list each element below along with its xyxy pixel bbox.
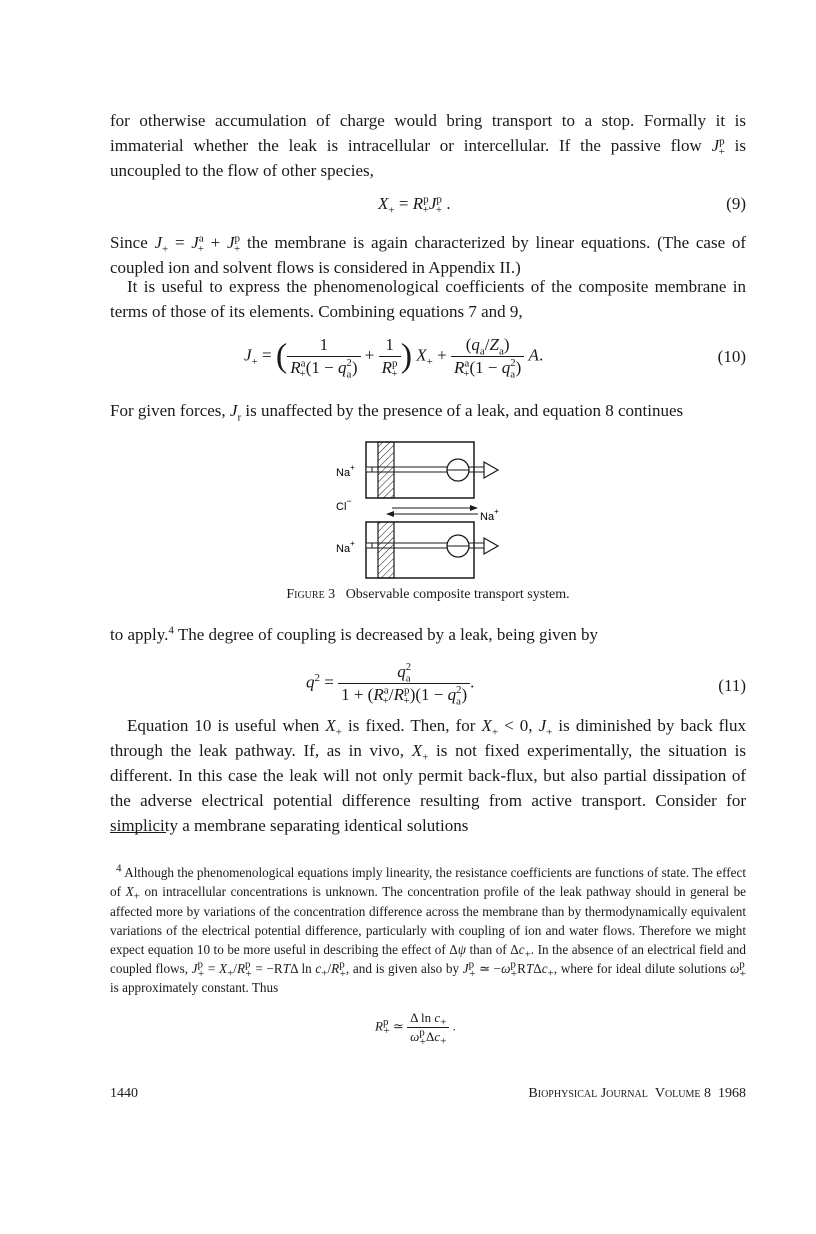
paragraph-3: It is useful to express the phenomenological coefficients of the composite membrane in terms of those of its elements. Combining equations 7 and 9, xyxy=(110,277,746,321)
footnote-mark: 4 xyxy=(116,862,122,875)
bottom-arrowhead xyxy=(484,538,498,554)
cl-arrowhead xyxy=(470,505,478,511)
top-cell-membrane xyxy=(378,442,394,498)
label-cl: Cl− xyxy=(336,496,352,513)
p5-b: The degree of coupling is decreased by a leak, being given by xyxy=(177,625,598,644)
equation-10: $J_+$ = ( $\frac{1}{R^a_+(1 - q_a^2)}$ + $\frac{1}{R^p_+}$ ) $X_+$ + $\frac{(q_a/Z_a)}{R^a_+(1 - q_a^2)}$ A. (10) xyxy=(244,335,746,381)
paragraph-1: for otherwise accumulation of charge would bring transport to a stop. Formally it is immaterial whether the leak is intracellular or intercellular. If the passive flow $J^p_+$ is uncoupled to the flow of other species, xyxy=(110,111,747,180)
fn-s4: . In the absence of an electrical field and coupled flows, xyxy=(110,942,746,977)
caption-text: Observable composite transport system. xyxy=(345,587,570,602)
equation-9-number: (9) xyxy=(726,194,746,213)
footnote-4: $^4$ Although the phenomenological equations imply linearity, the resistance coefficients are functions of state. The effect of $X_+$ on intracellular concentrations is unknown. The concentration profile of the leak pathway should in general be affected more by variations of the concentration difference across the membrane than by thermodynamically equivalent variations of the electrical potential difference, particularly with coupling of ion and water flows. Therefore we might expect equation 10 to be more useful in describing the effect of Δψ than of $\Delta c_+$. In the absence of an electrical field and coupled flows, $J^p_+ = X_+/R^p_+ = -RT\Delta$ $\ln c_+/R^p_+$, and is given also by $J^p_+$ ≃ $-\omega^p_+RT\Delta c_+$, where for ideal dilute solutions $\omega^p_+$ is approximately constant. Thus xyxy=(110,862,747,996)
label-na-top: Na+ xyxy=(336,463,355,479)
top-inlet xyxy=(366,467,372,472)
p4-a: For given forces, xyxy=(110,401,226,420)
fn-s6: , where for ideal dilute solutions xyxy=(553,961,727,977)
p6-line5: active transport. Consider for simplicity a membrane separating identical solutions xyxy=(110,791,746,835)
p2-a: Since xyxy=(110,233,148,252)
p6-c: is diminished by xyxy=(558,716,675,735)
journal-year: 1968 xyxy=(718,1086,746,1101)
footnote-rule xyxy=(110,832,166,833)
caption-label: Figure 3 xyxy=(286,587,336,602)
bottom-cell-membrane xyxy=(378,522,394,578)
paragraph-2: Since $J_+ = J^a_+ + J^p_+$ the membrane is again characterized by linear equations. (The case of coupled ion and solvent flows is considered in Appendix II.) xyxy=(110,232,746,277)
p1-line1: for otherwise accumulation of charge would bring transport to a stop. Formally xyxy=(110,111,707,130)
p4-b: is unaffected by the presence of a leak, and equation 8 continues xyxy=(245,401,684,420)
p1-line3: is uncoupled to the flow of other species, xyxy=(110,136,746,180)
fn-s3: than of xyxy=(469,942,507,957)
bottom-inlet xyxy=(366,543,372,548)
p6-a: Equation 10 is useful when xyxy=(127,716,320,735)
figure-3-diagram xyxy=(332,436,532,584)
figure-3-caption xyxy=(110,587,746,603)
page-number: 1440 xyxy=(110,1086,138,1101)
label-na-bottom: Na+ xyxy=(336,539,355,555)
fn-s2: on intracellular concentrations is unknown. The concentration profile of the leak pathway should in general be affected more by variations of the concentration difference across the membrane than by thermodynamically equivalent variations of the electrical potential difference, particularly with coupling of ion and water flows. Therefore we might expect equation 10 to be more useful in describing the effect of xyxy=(110,884,747,957)
fn-s1: Although the phenomenological equations imply linearity, the resistance coefficients are functions of state. The effect of xyxy=(110,865,746,900)
p6-line3: the situation is different. In this case the leak will not only permit back-flux, but xyxy=(110,741,747,785)
fn-s7: is approximately constant. Thus xyxy=(110,980,279,996)
footnote-ref-4: 4 xyxy=(168,624,174,637)
journal-citation xyxy=(528,1086,746,1102)
footnote-equation: $R^p_+$ ≃ $\frac{\Delta \ln c_+}{\omega^p_+\Delta c_+}$ . xyxy=(375,1010,456,1048)
journal-volume: Volume 8 xyxy=(654,1086,711,1101)
na-arrowhead xyxy=(386,511,394,517)
p6-line4: also partial dissipation of the adverse electrical potential difference resulting from xyxy=(110,766,747,810)
equation-10-number: (10) xyxy=(717,347,746,366)
p2-line2: (The case of coupled ion and solvent flows is considered in Appendix II.) xyxy=(110,233,746,277)
paragraph-5 xyxy=(110,622,746,647)
p2-b: the membrane is again characterized by linear equations. xyxy=(246,233,651,252)
journal-name: Biophysical Journal xyxy=(528,1086,648,1101)
equation-11: $q^2$ = $\frac{q_a^2}{1 + (R^a_+/R^p_+)(1 - q_a^2)}$ . (11) xyxy=(306,661,746,708)
p6-b: is fixed. Then, for xyxy=(348,716,476,735)
top-arrowhead xyxy=(484,462,498,478)
label-na-mid: Na+ xyxy=(480,507,499,523)
p1-line2: it is immaterial whether the leak is intracellular or intercellular. If the passive flow xyxy=(110,111,747,155)
equation-9: $X_+ = R^p_+J^p_+$ . (9) xyxy=(378,193,746,217)
equation-11-number: (11) xyxy=(718,676,746,695)
p6-line2b: is not fixed experimentally, xyxy=(436,741,633,760)
paragraph-6: Equation 10 is useful when $X_+$ is fixed. Then, for $X_+ < 0$, $J_+$ is diminished by back flux through the leak pathway. If, as in vivo, $X_+$ is not fixed experimentally, the situation is different. In this case the leak will not only permit back-flux, but also partial dissipation of the adverse electrical potential difference resulting from active transport. Consider for simplicity a membrane separating identical solutions xyxy=(110,716,747,835)
p6-line2: back flux through the leak pathway. If, as in vivo, xyxy=(110,716,747,760)
p5-a: to apply. xyxy=(110,625,169,644)
paragraph-4: For given forces, $J_r$ is unaffected by the presence of a leak, and equation 8 continues xyxy=(110,401,684,424)
fn-s5: , and is given also by xyxy=(345,961,460,977)
